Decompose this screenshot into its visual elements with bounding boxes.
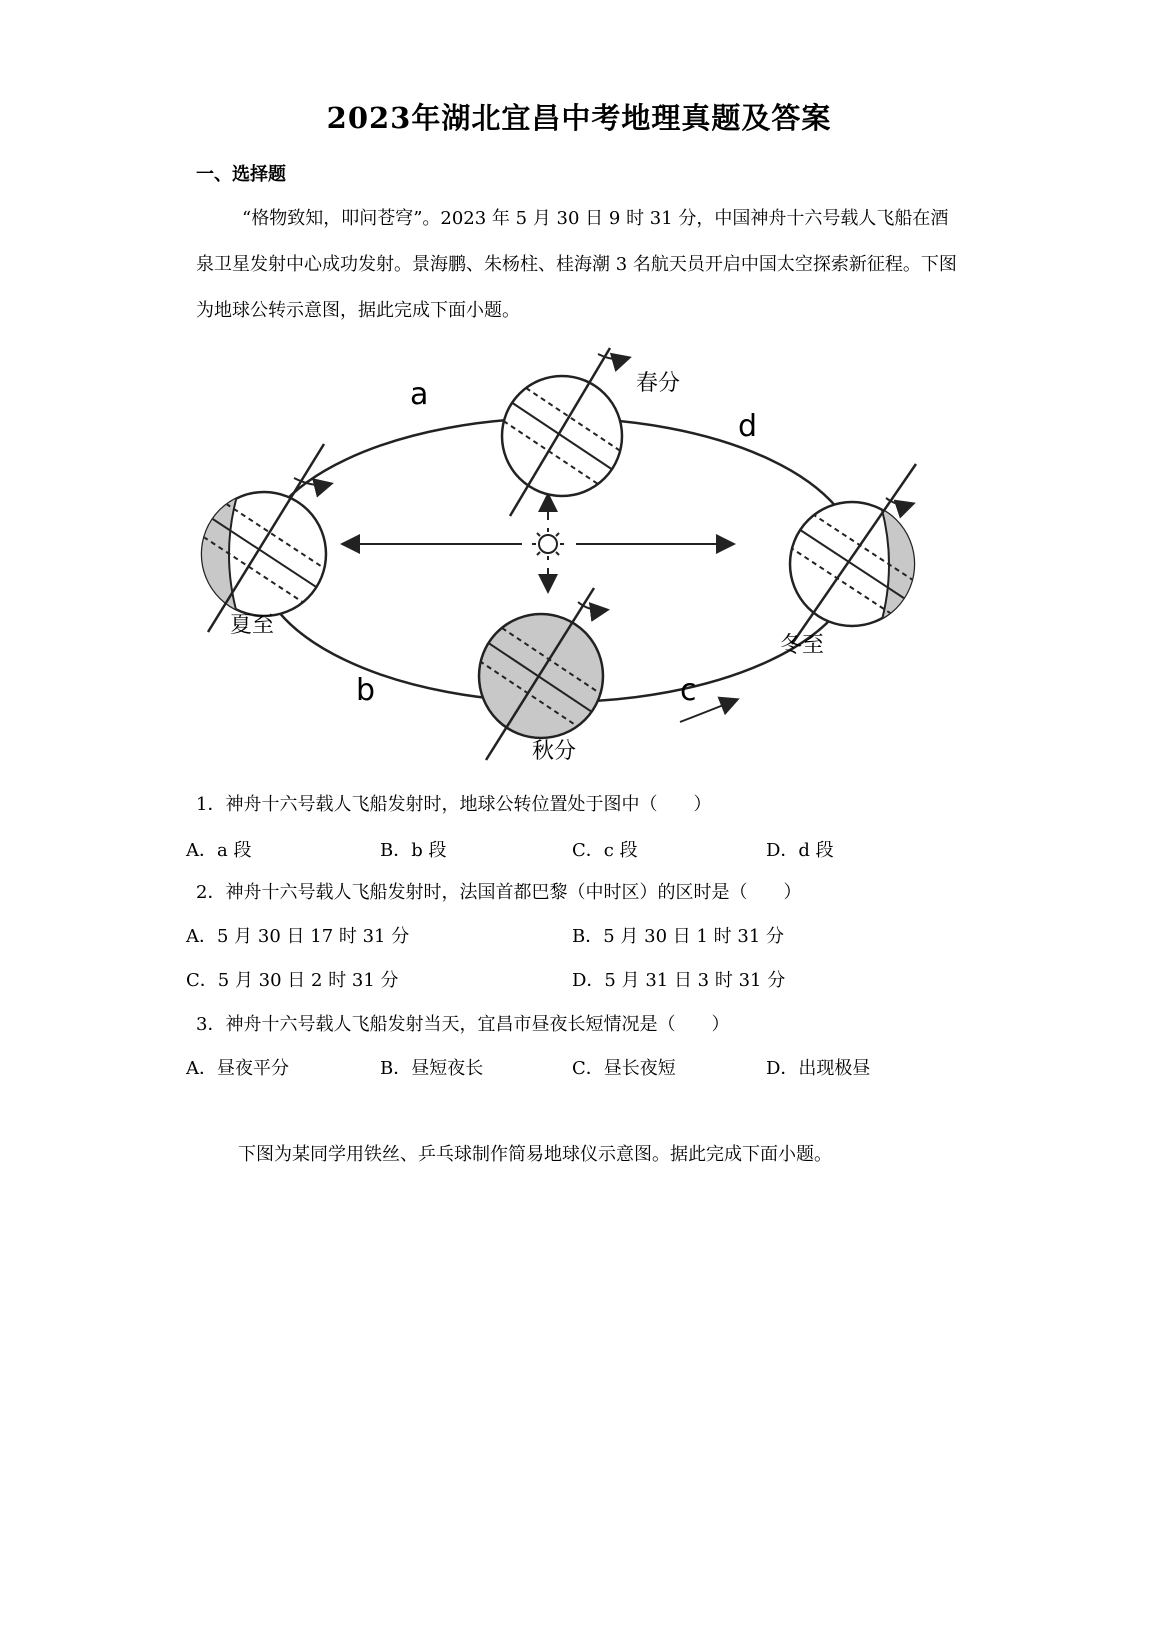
question-1-option-d[interactable]: D．d 段: [766, 840, 834, 861]
question-2-option-b[interactable]: B．5 月 30 日 1 时 31 分: [572, 926, 784, 947]
sun-icon: [532, 528, 564, 560]
question-2-stem: 2．神舟十六号载人飞船发射时，法国首都巴黎（中时区）的区时是（ ）: [196, 882, 802, 903]
label-winter-solstice: 冬至: [780, 633, 825, 658]
page-title: 2023年湖北宜昌中考地理真题及答案: [326, 101, 832, 135]
label-autumn-equinox: 秋分: [532, 739, 577, 764]
question-3-option-a[interactable]: A．昼夜平分: [186, 1058, 289, 1079]
globe-summer-solstice: [196, 444, 336, 632]
question-1-option-a[interactable]: A．a 段: [186, 840, 252, 861]
question-1-stem: 1．神舟十六号载人飞船发射时，地球公转位置处于图中（ ）: [196, 794, 712, 815]
globe-spring-equinox: [496, 348, 628, 516]
question-3-option-b[interactable]: B．昼短夜长: [380, 1058, 484, 1079]
globe-autumn-equinox: [472, 588, 610, 760]
section-heading: 一、选择题: [196, 164, 286, 185]
question-1-option-b[interactable]: B．b 段: [380, 840, 447, 861]
question-3-stem: 3．神舟十六号载人飞船发射当天，宜昌市昼夜长短情况是（ ）: [196, 1014, 730, 1035]
globe-winter-solstice: [782, 464, 926, 644]
question-2-option-a[interactable]: A．5 月 30 日 17 时 31 分: [186, 926, 410, 947]
label-b: b: [356, 673, 376, 708]
label-a: a: [410, 377, 429, 412]
closing-paragraph: 下图为某同学用铁丝、乒乓球制作简易地球仪示意图。据此完成下面小题。: [238, 1144, 832, 1165]
question-3-option-d[interactable]: D．出现极昼: [766, 1058, 871, 1079]
label-d: d: [738, 409, 758, 444]
question-3-option-c[interactable]: C．昼长夜短: [572, 1058, 676, 1079]
earth-revolution-diagram: [196, 340, 936, 800]
label-summer-solstice: 夏至: [230, 613, 275, 638]
label-c: c: [680, 673, 697, 708]
question-2-option-c[interactable]: C．5 月 30 日 2 时 31 分: [186, 970, 399, 991]
question-1-option-c[interactable]: C．c 段: [572, 840, 638, 861]
label-spring-equinox: 春分: [636, 371, 681, 396]
question-2-option-d[interactable]: D．5 月 31 日 3 时 31 分: [572, 970, 786, 991]
intro-paragraph: “格物致知，叩问苍穹”。2023 年 5 月 30 日 9 时 31 分，中国神舟十六号载人飞船在酒泉卫星发射中心成功发射。景海鹏、朱杨柱、桂海潮 3 名航天员开启中国太空探索新征程。下图为地球公转示意图，据此完成下面小题。: [196, 208, 957, 321]
